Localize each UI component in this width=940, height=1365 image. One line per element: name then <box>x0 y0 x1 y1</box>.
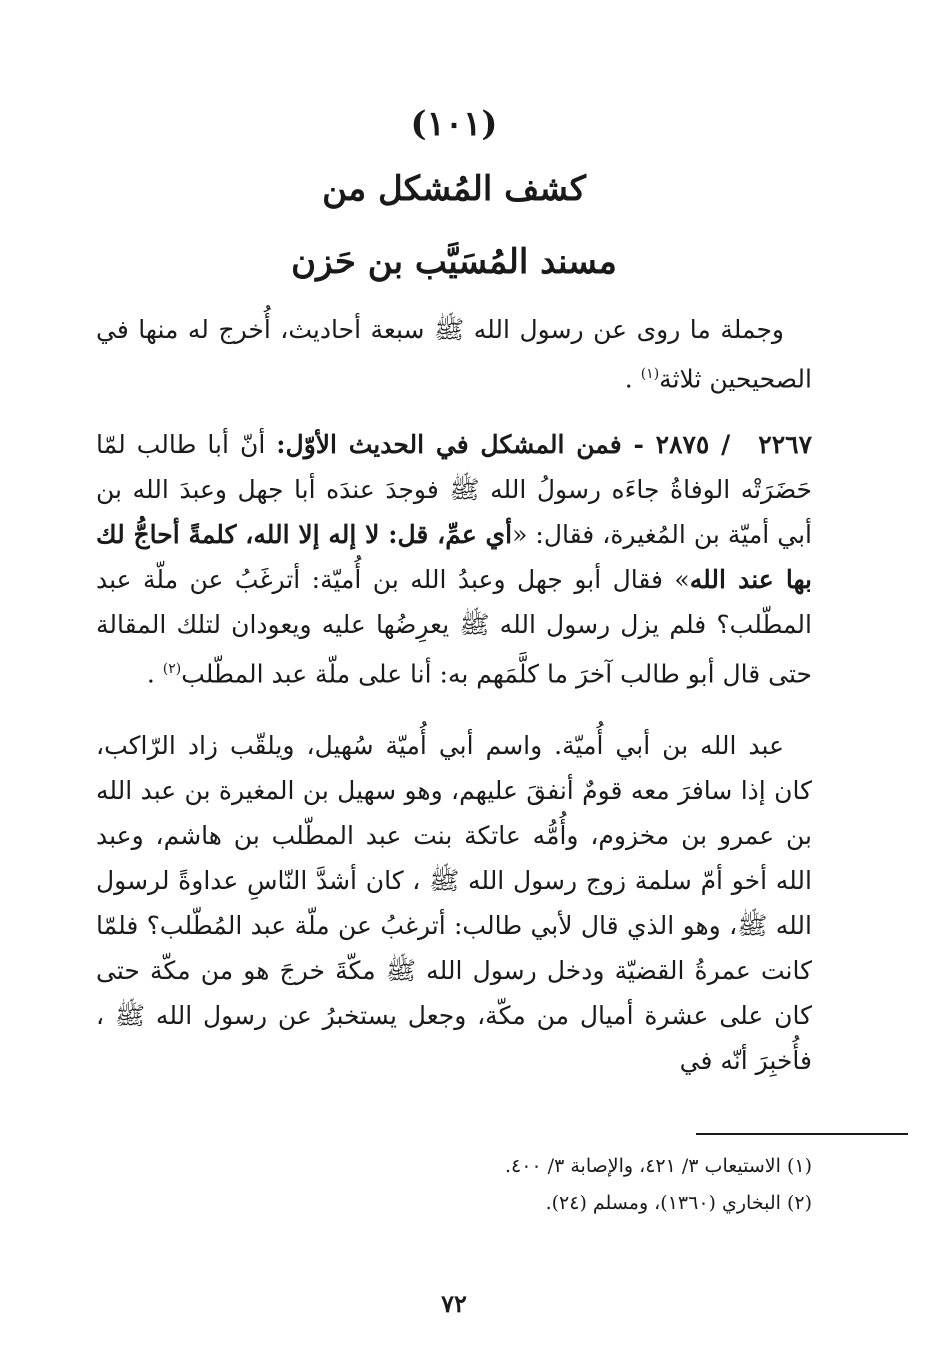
intro-text: وجملة ما روى عن رسول الله ﷺ سبعة أحاديث، أُخرج له منها في الصحيحين ثلاثة <box>96 315 812 394</box>
hadith-text-b: » فقال أبو جهل وعبدُ الله بن أُميّة: أترغَبُ عن ملّة عبد المطّلب؟ فلم يزل رسول الله ﷺ يعرِضُها عليه ويعودان لتلك المقالة حتى قال أبو طالب آخرَ ما كلَّمَهم به: أنا على ملّة عبد المطّلب <box>96 565 812 689</box>
hadith-paragraph <box>96 422 812 696</box>
intro-paragraph <box>96 307 812 401</box>
intro-end: . <box>624 364 641 394</box>
chapter-title-line-1: كشف المُشكل من <box>322 169 586 209</box>
footnote-divider <box>696 1133 908 1135</box>
book-page <box>96 0 812 1365</box>
page-number: ٧٢ <box>441 1289 467 1318</box>
hadith-number: ٢٢٦٧/ ٢٨٧٥ - فمن المشكل في الحديث الأوّل: <box>276 430 812 459</box>
footnotes <box>96 1148 812 1222</box>
commentary-paragraph <box>96 723 812 1083</box>
footnote-mark-2: (٢) <box>162 661 182 677</box>
chapter-title-line-2: مسند المُسَيَّب بن حَزن <box>291 242 617 282</box>
footnote-mark-1: (١) <box>640 366 660 382</box>
section-number: (١٠١) <box>410 104 498 144</box>
footnote-2: (٢) البخاري (١٣٦٠)، ومسلم (٢٤). <box>545 1192 812 1214</box>
footnote-1: (١) الاستيعاب ٣/ ٤٢١، والإصابة ٣/ ٤٠٠. <box>504 1155 812 1177</box>
commentary-text: عبد الله بن أبي أُميّة. واسم أبي أُميّة سُهيل، ويلقّب زاد الرّاكب، كان إذا سافرَ معه قومٌ أنفقَ عليهم، وهو سهيل بن المغيرة بن عبد الله بن عمرو بن مخزوم، وأُمُّه عاتكة بنت عبد المطّلب بن هاشم، وعبد الله أخو أمّ سلمة زوج رسول الله ﷺ ، كان أشدَّ النّاسِ عداوةً لرسول الله ﷺ، وهو الذي قال لأبي طالب: أترغبُ عن ملّة عبد المُطّلب؟ فلمّا كانت عمرةُ القضيّة ودخل رسول الله ﷺ مكّةَ خرجَ هو من مكّة حتى كان على عشرة أميال من مكّة، وجعل يستخبرُ عن رسول الله ﷺ ، فأُخبِرَ أنّه في <box>96 731 812 1075</box>
hadith-quote: أي عمِّ، قل: لا إله إلا الله، كلمةً أحاجُّ لك بها عند الله <box>96 520 812 594</box>
hadith-end: . <box>146 659 163 689</box>
hadith-text-a: أنّ أبا طالب لمّا حَضَرَتْه الوفاةُ جاءَه رسولُ الله ﷺ فوجدَ عندَه أبا جهل وعبدَ الله بن أبي أميّة بن المُغيرة، فقال: « <box>96 430 812 549</box>
